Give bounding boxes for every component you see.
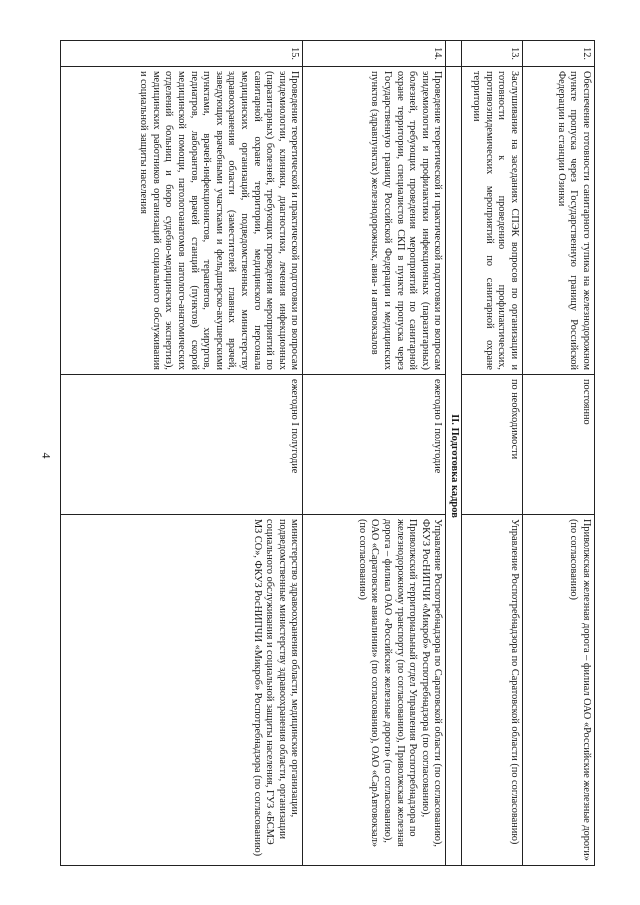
table-row <box>523 41 595 866</box>
deadline-cell: по необходимости <box>462 375 523 515</box>
activity-cell: Проведение теоретической и практической подготовки по вопросам эпидемиологии и профилактики инфекционных (паразитарных) болезней, требующих проведения мероприятий по санитарной охране территории, специалистов СКП в пункте пропуска через Государственную границу Российской Федерации и медицинских пунктов (здравпунктах) железнодорожных, авиа- и автовокзалов <box>303 67 446 375</box>
deadline-cell: ежегодно I полугодие <box>303 375 446 515</box>
activity-cell: Заслушивание на заседаниях СПЭК вопросов по организации и готовности к проведению профилактических, противоэпидемических мероприятий по санитарной охране территории <box>462 67 523 375</box>
row-number: 14. <box>303 41 446 67</box>
executors-cell: министерство здравоохранения области, медицинские организации, подведомственные министерству здравоохранения области, организации социального обслуживания и социальной защиты населения, ГУЗ «БСМЭ МЗ СО», ФКУЗ РосНИПЧИ «Микроб» Роспотребнадзора (по согласованию) <box>61 515 303 866</box>
plan-table <box>60 40 595 866</box>
row-number: 15. <box>61 41 303 67</box>
page-number: 4 <box>39 452 54 459</box>
executors-cell: Приволжская железная дорога – филиал ОАО «Российские железные дороги» (по согласованию) <box>523 515 595 866</box>
activity-cell: Проведение теоретической и практической подготовки по вопросам эпидемиологии, клиники, диагностики, лечения инфекционных (паразитарных) болезней, требующих проведения мероприятий по санитарной охране территории, медицинского персонала медицинских организаций, подведомственных министерству здравоохранения области (заместителей главных врачей, заведующих врачебными участками и фельдшерско-акушерскими пунктами, врачей-инфекционистов, терапевтов, хирургов, педиатров, лаборантов, врачей станций (пунктов) скорой медицинской помощи, патологоанатомов патолого-анатомических отделений больниц и бюро судебно-медицинских экспертиз), медицинских работников организаций социального обслуживания и социальной защиты населения <box>61 67 303 375</box>
executors-cell: Управление Роспотребнадзора по Саратовской области (по согласованию) <box>462 515 523 866</box>
section-heading: II. Подготовка кадров <box>446 67 462 866</box>
row-number: 12. <box>523 41 595 67</box>
row-number: 13. <box>462 41 523 67</box>
activity-cell: Обеспечение готовности санитарного тупика на железнодорожном пункте пропуска через Государственную границу Российской Федерации на станции Озинки <box>523 67 595 375</box>
section-heading-number-cell <box>446 41 462 67</box>
section-heading-row <box>446 41 462 866</box>
table-row <box>303 41 446 866</box>
deadline-cell: ежегодно I полугодие <box>61 375 303 515</box>
plan-table-sheet <box>65 40 595 865</box>
table-row <box>61 41 303 866</box>
deadline-cell: постоянно <box>523 375 595 515</box>
table-row <box>462 41 523 866</box>
executors-cell: Управление Роспотребнадзора по Саратовской области (по согласованию), ФКУЗ РосНИПЧИ «Микроб» Роспотребнадзора (по согласованию), Приволжский территориальный отдел Управления Роспотребнадзора по железнодорожному транспорту (по согласованию), Приволжская железная дорога – филиал ОАО «Российские железные дороги» (по согласованию), ОАО «Саратовские авиалинии» (по согласованию), ОАО «СарАвтовокзал» (по согласованию) <box>303 515 446 866</box>
